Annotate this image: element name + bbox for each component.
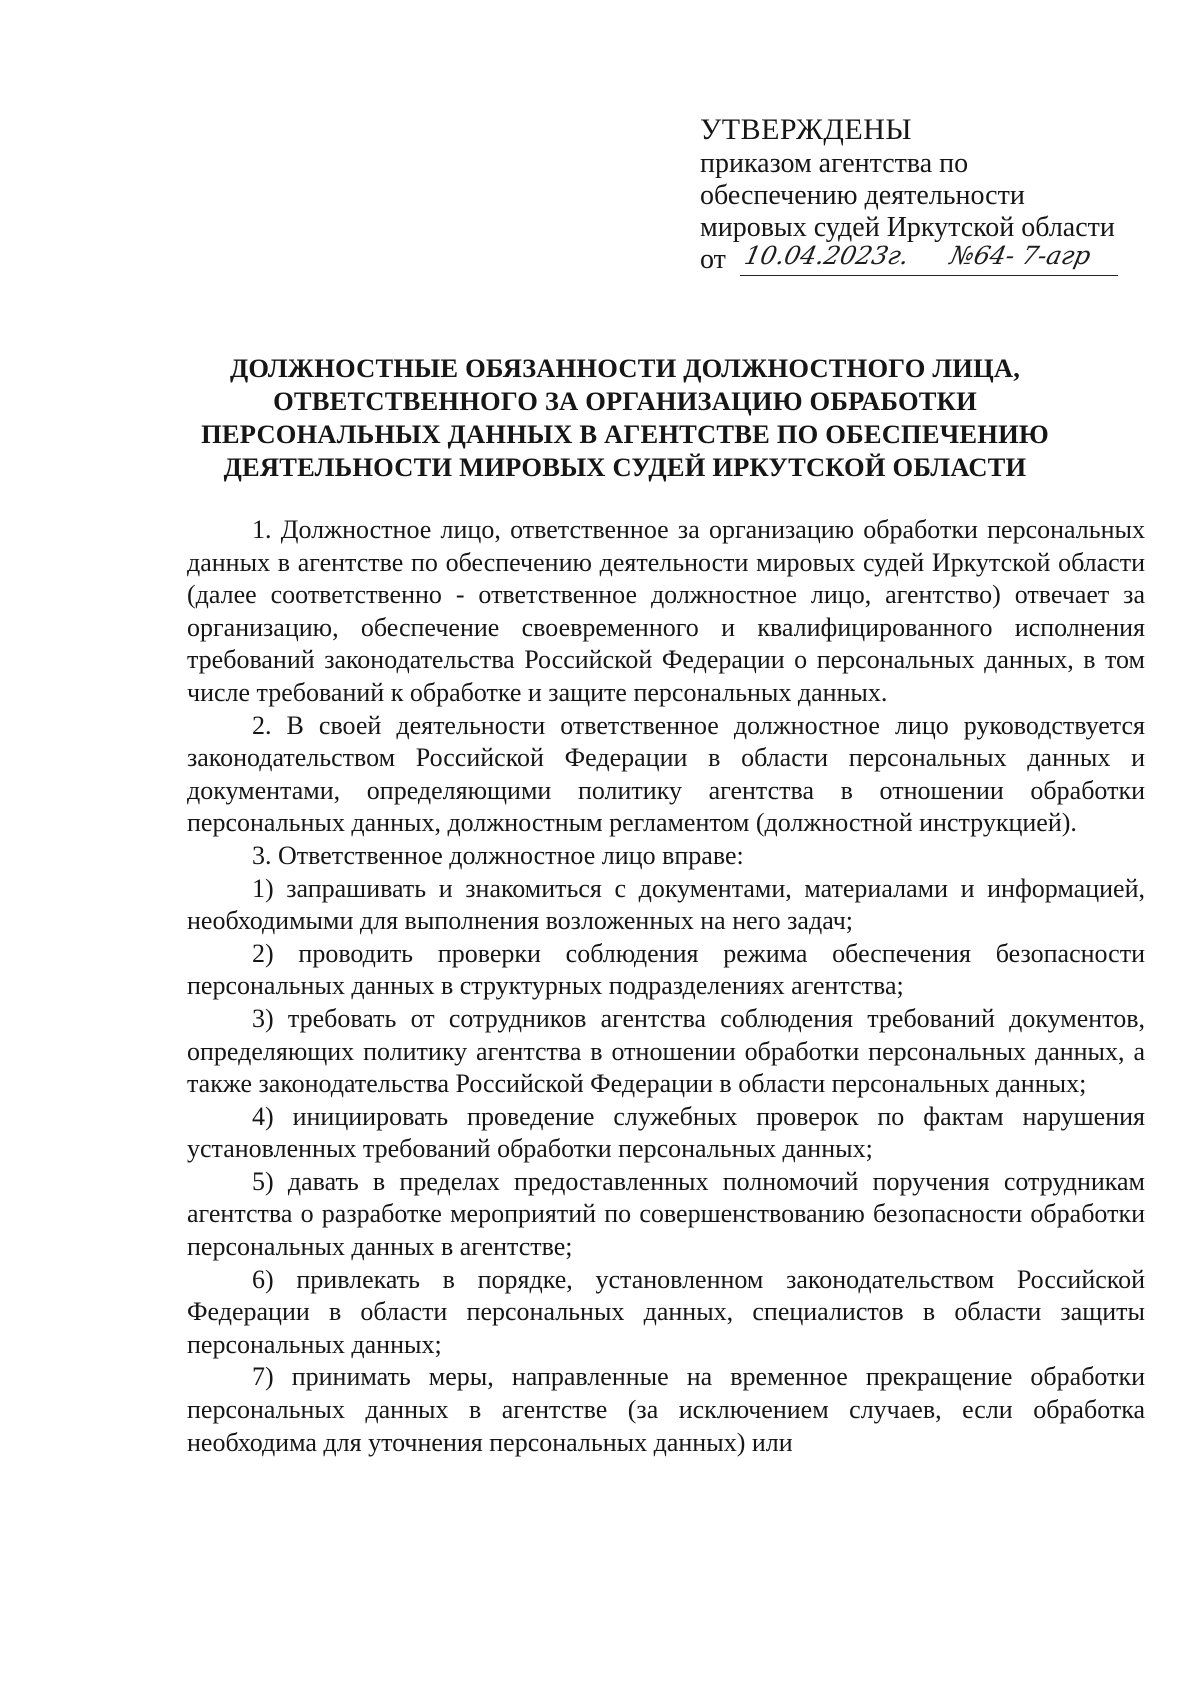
- from-label: от: [700, 244, 726, 275]
- list-item-6: 6) привлекать в порядке, установленном законодательством Российской Федерации в области персональных данных, специалистов в области защиты персональных данных;: [187, 1264, 1145, 1359]
- approval-title: УТВЕРЖДЕНЫ: [700, 113, 913, 146]
- list-item-3: 3) требовать от сотрудников агентства соблюдения требований документов, определяющих политику агентства в отношении обработки персональных данных, а также законодательства Российской Федерации в области персональных данных;: [187, 1003, 1145, 1099]
- approval-line: приказом агентства по: [700, 148, 969, 179]
- document-title: [185, 352, 1065, 484]
- paragraph-3: 3. Ответственное должностное лицо вправе:: [252, 840, 744, 870]
- title-line: ПЕРСОНАЛЬНЫХ ДАННЫХ В АГЕНТСТВЕ ПО ОБЕСПЕЧЕНИЮ: [201, 419, 1049, 449]
- approval-line: обеспечению деятельности: [700, 180, 1025, 211]
- title-line: ДЕЯТЕЛЬНОСТИ МИРОВЫХ СУДЕЙ ИРКУТСКОЙ ОБЛАСТИ: [223, 452, 1027, 482]
- approval-block: [700, 114, 1150, 276]
- list-item-7: 7) принимать меры, направленные на временное прекращение обработки персональных данных в агентстве (за исключением случаев, если обработка необходима для уточнения персональных данных) или: [187, 1362, 1145, 1457]
- approval-date-line: [700, 241, 1150, 276]
- title-line: ДОЛЖНОСТНЫЕ ОБЯЗАННОСТИ ДОЛЖНОСТНОГО ЛИЦА,: [229, 353, 1021, 383]
- list-item-2: 2) проводить проверки соблюдения режима обеспечения безопасности персональных данных в структурных подразделениях агентства;: [187, 938, 1145, 1001]
- handwritten-number: №64- 7-агр: [947, 241, 1094, 270]
- paragraph-2: 2. В своей деятельности ответственное должностное лицо руководствуется законодательством Российской Федерации в области персональных данных и документами, определяющими политику агентства в отношении обработки персональных данных, должностным регламентом (должностной инструкцией).: [187, 710, 1145, 838]
- handwritten-order-details: [740, 240, 1125, 280]
- paragraph-1: 1. Должностное лицо, ответственное за организацию обработки персональных данных в агентстве по обеспечению деятельности мировых судей Иркутской области (далее соответственно - ответственное должностное лицо, агентство) отвечает за организацию, обеспечение своевременного и квалифицированного исполнения требований законодательства Российской Федерации о персональных данных, в том числе требований к обработке и защите персональных данных.: [187, 515, 1145, 707]
- handwritten-date: 10.04.2023г.: [741, 241, 912, 270]
- list-item-4: 4) инициировать проведение служебных проверок по фактам нарушения установленных требований обработки персональных данных;: [187, 1101, 1145, 1164]
- list-item-1: 1) запрашивать и знакомиться с документами, материалами и информацией, необходимыми для выполнения возложенных на него задач;: [187, 873, 1145, 936]
- document-body: [187, 514, 1145, 1459]
- list-item-5: 5) давать в пределах предоставленных полномочий поручения сотрудникам агентства о разработке мероприятий по совершенствованию безопасности обработки персональных данных в агентстве;: [187, 1166, 1145, 1262]
- approval-line: мировых судей Иркутской области: [700, 212, 1115, 243]
- title-line: ОТВЕТСТВЕННОГО ЗА ОРГАНИЗАЦИЮ ОБРАБОТКИ: [273, 386, 977, 416]
